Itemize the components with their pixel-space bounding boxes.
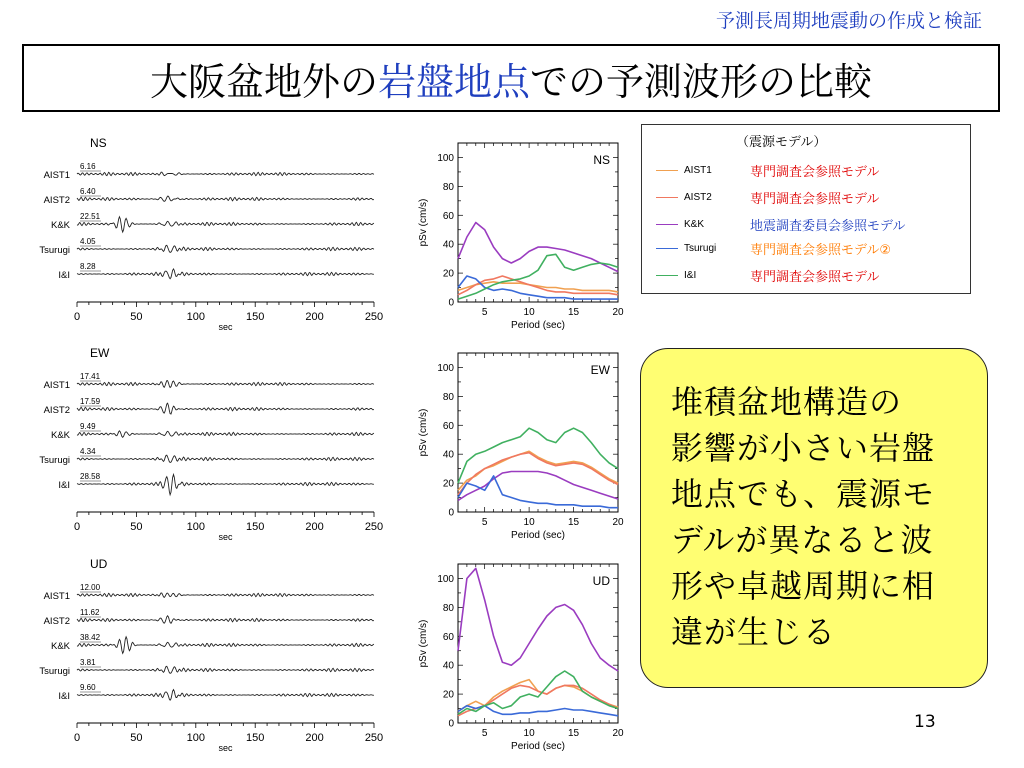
y-tick-label: 100 <box>437 362 454 374</box>
trace-peak-value: 6.16 <box>80 162 96 171</box>
x-tick-label: 20 <box>612 517 624 528</box>
trace-label: AIST2 <box>43 616 70 627</box>
legend-item <box>656 186 879 208</box>
trace-label: Tsurugi <box>39 455 70 466</box>
note-line: 堆積盆地構造の <box>671 383 903 421</box>
x-tick-label: 0 <box>73 521 81 533</box>
trace-label: AIST2 <box>43 195 70 206</box>
legend-line-kk <box>656 224 678 225</box>
waveform-trace-aist1 <box>77 172 374 176</box>
x-tick-label: 200 <box>305 732 324 744</box>
waveform-trace-kk <box>77 637 374 654</box>
legend-model: 専門調査会参照モデル <box>750 164 880 180</box>
x-axis-label: Period (sec) <box>511 530 565 541</box>
trace-label: I&I <box>58 691 70 702</box>
trace-label: Tsurugi <box>39 666 70 677</box>
psv-panel-ud <box>410 556 640 761</box>
legend-item <box>656 213 905 235</box>
legend-item <box>656 159 879 181</box>
note-line: 地点でも、震源モ <box>671 475 936 513</box>
trace-label: AIST1 <box>43 170 70 181</box>
trace-label: AIST1 <box>43 380 70 391</box>
waveform-trace-aist2 <box>77 616 374 624</box>
trace-label: Tsurugi <box>39 245 70 256</box>
y-axis-label: pSv (cm/s) <box>418 198 429 247</box>
legend-item <box>656 264 879 286</box>
series-line-ii <box>458 671 618 714</box>
y-tick-label: 0 <box>448 718 454 730</box>
x-tick-label: 5 <box>481 307 488 318</box>
y-tick-label: 100 <box>437 573 454 585</box>
legend-name: K&K <box>684 218 705 230</box>
y-tick-label: 0 <box>448 507 454 519</box>
note-line: 違が生じる <box>671 613 837 651</box>
trace-label: I&I <box>58 480 70 491</box>
legend-model: 地震調査委員会参照モデル <box>750 218 906 234</box>
y-tick-label: 60 <box>442 210 454 222</box>
callout-note <box>640 348 988 688</box>
x-tick-label: 20 <box>612 728 624 739</box>
legend-line-aist1 <box>656 170 678 171</box>
trace-peak-value: 6.40 <box>80 187 96 196</box>
title-highlight: 岩盤地点 <box>377 59 530 104</box>
y-tick-label: 80 <box>442 181 454 193</box>
trace-label: K&K <box>50 641 70 652</box>
y-tick-label: 80 <box>442 391 454 403</box>
legend-model: 専門調査会参照モデル <box>750 269 880 285</box>
waveform-trace-aist2 <box>77 403 374 414</box>
trace-peak-value: 17.41 <box>80 372 101 381</box>
waveform-trace-tsurugi <box>77 666 374 673</box>
x-tick-label: 15 <box>567 517 580 528</box>
psv-panel-ew <box>410 345 640 550</box>
legend-line-tsurugi <box>656 248 678 249</box>
trace-label: K&K <box>50 430 70 441</box>
waveform-trace-kk <box>77 217 374 232</box>
x-axis-label: Period (sec) <box>511 320 565 331</box>
y-tick-label: 0 <box>448 297 454 309</box>
trace-peak-value: 4.34 <box>80 447 96 456</box>
y-tick-label: 60 <box>442 420 454 432</box>
x-tick-label: 10 <box>523 728 535 739</box>
page-number: 13 <box>914 712 936 732</box>
x-tick-label: 250 <box>364 732 384 744</box>
waveform-trace-aist1 <box>77 593 374 597</box>
trace-peak-value: 11.62 <box>80 608 100 617</box>
x-axis-label: sec <box>218 532 233 540</box>
y-tick-label: 60 <box>442 631 454 643</box>
y-tick-label: 20 <box>442 268 454 280</box>
psv-chart-ew <box>410 345 640 550</box>
waveform-panel-ew <box>0 340 400 540</box>
waveform-chart-ud <box>0 551 400 751</box>
trace-peak-value: 17.59 <box>80 397 101 406</box>
x-tick-label: 20 <box>612 307 624 318</box>
legend-name: AIST2 <box>684 191 712 203</box>
y-axis-label: pSv (cm/s) <box>418 408 429 457</box>
trace-peak-value: 3.81 <box>80 658 96 667</box>
x-axis-label: Period (sec) <box>511 741 565 752</box>
series-line-kk <box>458 472 618 501</box>
x-tick-label: 50 <box>130 732 143 744</box>
psv-chart-ud <box>410 556 640 761</box>
x-tick-label: 50 <box>130 521 143 533</box>
trace-peak-value: 28.58 <box>80 472 101 481</box>
waveform-trace-tsurugi <box>77 455 374 462</box>
waveform-title: EW <box>90 346 110 360</box>
waveform-trace-ii <box>77 690 374 701</box>
x-tick-label: 0 <box>73 732 81 744</box>
y-tick-label: 100 <box>437 152 454 164</box>
waveform-title: NS <box>90 136 107 150</box>
panel-label: NS <box>593 153 610 167</box>
waveform-trace-ii <box>77 475 374 495</box>
trace-peak-value: 38.42 <box>80 633 101 642</box>
x-tick-label: 250 <box>364 521 384 533</box>
waveform-trace-ii <box>77 269 374 279</box>
panel-label: UD <box>592 574 610 588</box>
waveform-trace-aist1 <box>77 381 374 388</box>
waveform-chart-ew <box>0 340 400 540</box>
title-pre: 大阪盆地外の <box>149 59 378 104</box>
y-tick-label: 20 <box>442 478 454 490</box>
trace-peak-value: 8.28 <box>80 262 96 271</box>
y-tick-label: 20 <box>442 689 454 701</box>
legend-name: Tsurugi <box>684 242 717 254</box>
waveform-title: UD <box>90 557 108 571</box>
note-line: 形や卓越周期に相 <box>671 567 936 605</box>
waveform-chart-ns <box>0 130 400 330</box>
x-tick-label: 15 <box>567 307 580 318</box>
legend-name: AIST1 <box>684 164 712 176</box>
y-tick-label: 80 <box>442 602 454 614</box>
trace-peak-value: 22.51 <box>80 212 101 221</box>
x-tick-label: 100 <box>186 521 205 533</box>
x-axis-label: sec <box>218 743 233 751</box>
y-tick-label: 40 <box>442 660 454 672</box>
panel-label: EW <box>590 363 610 377</box>
waveform-trace-tsurugi <box>77 245 374 252</box>
note-line: 影響が小さい岩盤 <box>671 429 936 467</box>
trace-label: AIST2 <box>43 405 70 416</box>
trace-peak-value: 4.05 <box>80 237 96 246</box>
trace-label: I&I <box>58 270 70 281</box>
trace-peak-value: 12.00 <box>80 583 101 592</box>
legend-line-aist2 <box>656 197 678 198</box>
x-axis-label: sec <box>218 322 233 330</box>
waveform-trace-kk <box>77 431 374 438</box>
series-line-ii <box>458 428 618 483</box>
x-tick-label: 200 <box>305 521 324 533</box>
legend-model: 専門調査会参照モデル② <box>750 242 892 258</box>
trace-peak-value: 9.60 <box>80 683 96 692</box>
x-tick-label: 10 <box>523 517 535 528</box>
x-tick-label: 5 <box>481 517 488 528</box>
x-tick-label: 150 <box>246 732 265 744</box>
legend <box>641 124 971 294</box>
psv-chart-ns <box>410 135 640 340</box>
trace-label: AIST1 <box>43 591 70 602</box>
trace-label: K&K <box>50 220 70 231</box>
legend-model: 専門調査会参照モデル <box>750 191 880 207</box>
x-tick-label: 15 <box>567 728 580 739</box>
x-tick-label: 150 <box>246 521 265 533</box>
y-axis-label: pSv (cm/s) <box>418 619 429 668</box>
x-tick-label: 200 <box>305 311 324 323</box>
x-tick-label: 100 <box>186 311 205 323</box>
waveform-panel-ud <box>0 551 400 751</box>
legend-title: （震源モデル） <box>736 135 827 150</box>
y-tick-label: 40 <box>442 449 454 461</box>
legend-name: I&I <box>684 269 697 281</box>
series-line-ii <box>458 254 618 299</box>
x-tick-label: 150 <box>246 311 265 323</box>
trace-peak-value: 9.49 <box>80 422 96 431</box>
x-tick-label: 5 <box>481 728 488 739</box>
x-tick-label: 50 <box>130 311 143 323</box>
x-tick-label: 100 <box>186 732 205 744</box>
x-tick-label: 0 <box>73 311 81 323</box>
x-tick-label: 10 <box>523 307 535 318</box>
note-line: デルが異なると波 <box>671 521 934 559</box>
waveform-panel-ns <box>0 130 400 330</box>
legend-item <box>656 237 891 259</box>
psv-panel-ns <box>410 135 640 340</box>
title-post: での予測波形の比較 <box>530 59 873 104</box>
y-tick-label: 40 <box>442 239 454 251</box>
legend-line-ii <box>656 275 678 276</box>
page-title <box>22 44 1000 112</box>
x-tick-label: 250 <box>364 311 384 323</box>
header-subtitle: 予測長周期地震動の作成と検証 <box>715 10 982 32</box>
waveform-trace-aist2 <box>77 196 374 201</box>
